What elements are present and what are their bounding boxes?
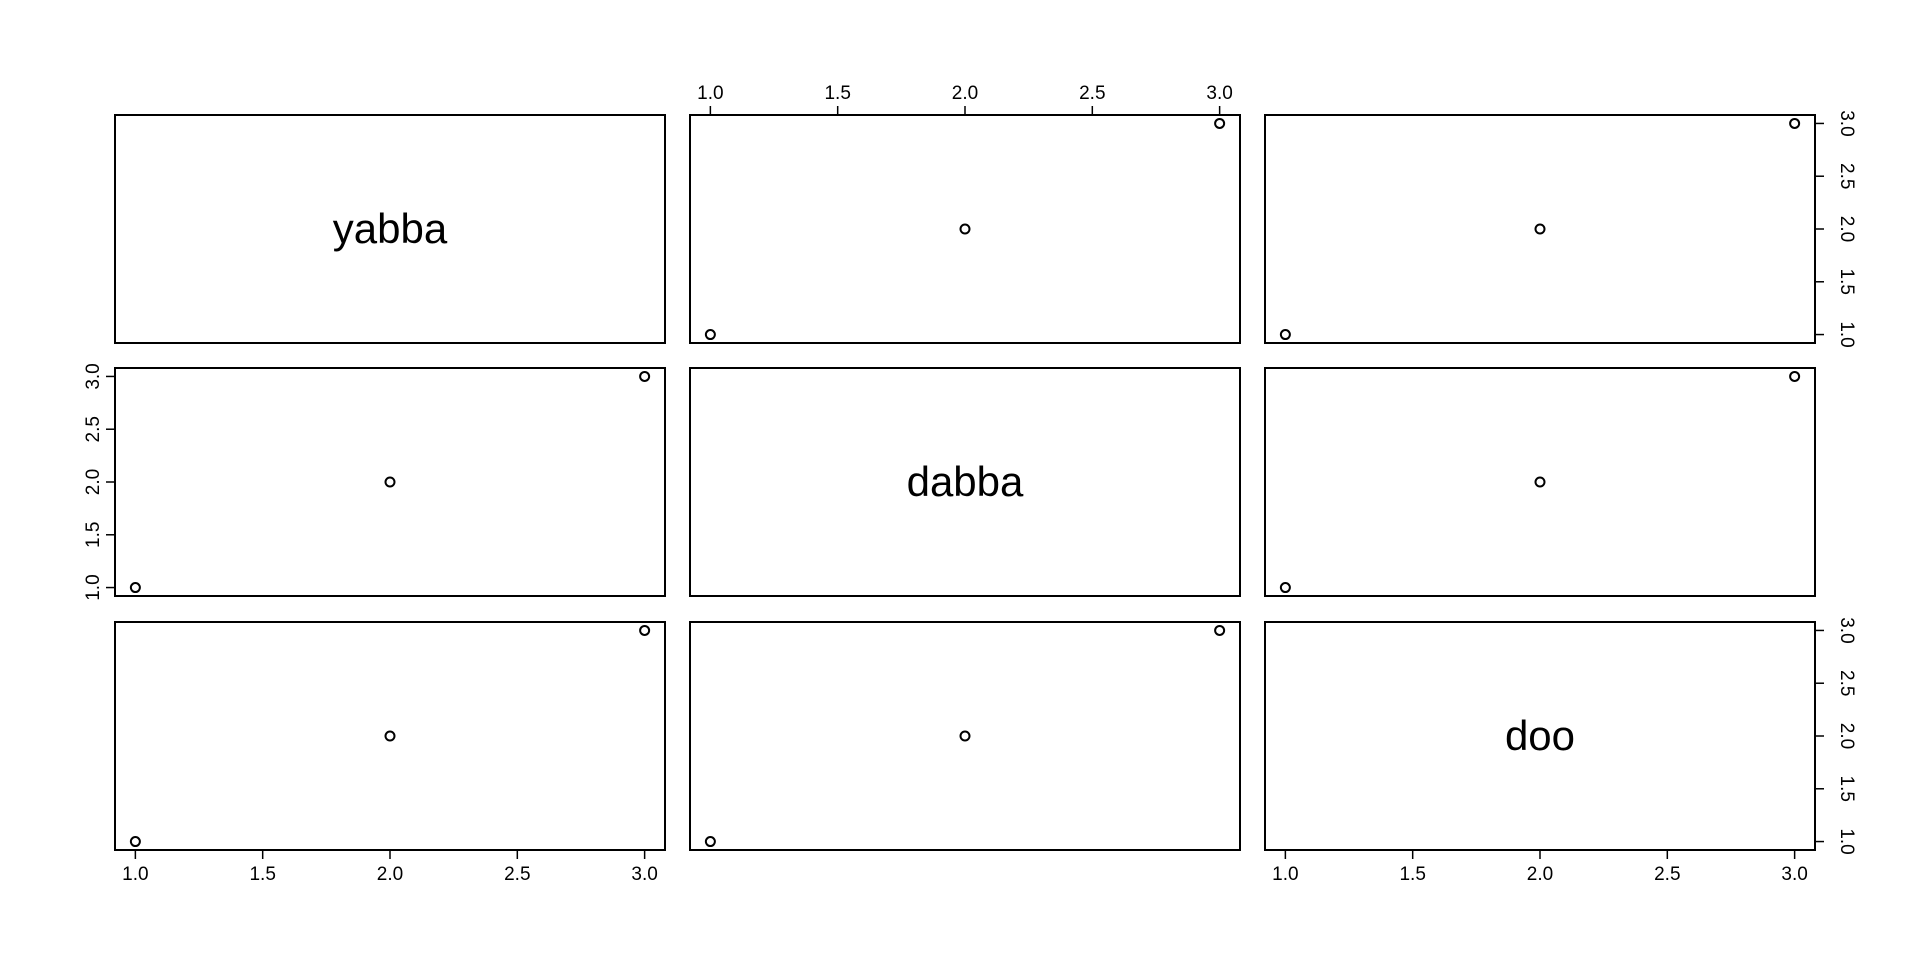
right-tick-label-row1: 2.0: [1836, 215, 1857, 243]
top-tick-label-col2: 2.0: [951, 83, 979, 104]
left-tick-label-row2: 2.5: [83, 416, 104, 443]
variable-label-yabba: yabba: [332, 205, 448, 252]
point-dabba-vs-doo-2: [961, 732, 970, 741]
point-dabba-vs-yabba-3: [1215, 119, 1224, 128]
variable-label-dabba: dabba: [906, 458, 1024, 505]
bottom-tick-label-col3: 3.0: [1781, 864, 1808, 885]
variable-label-doo: doo: [1504, 712, 1576, 759]
top-tick-label-col2: 1.0: [697, 83, 724, 104]
point-doo-vs-dabba-2: [1536, 478, 1545, 487]
right-tick-label-row1: 2.5: [1836, 163, 1857, 190]
point-dabba-vs-yabba-1: [706, 330, 715, 339]
bottom-tick-label-col1: 1.0: [122, 864, 149, 885]
right-tick-label-row1: 3.0: [1836, 110, 1857, 137]
bottom-tick-label-col3: 1.5: [1399, 864, 1426, 885]
bottom-tick-label-col1: 3.0: [631, 864, 658, 885]
point-doo-vs-yabba-3: [1790, 119, 1799, 128]
right-tick-label-row3: 1.5: [1836, 775, 1857, 802]
panel-dabba-yabba: [115, 368, 665, 596]
left-tick-label-row2: 1.5: [83, 521, 104, 548]
panel-yabba-dabba: [690, 115, 1240, 343]
point-yabba-vs-dabba-1: [131, 583, 140, 592]
point-doo-vs-dabba-1: [1281, 583, 1290, 592]
bottom-tick-label-col1: 2.0: [376, 864, 404, 885]
point-yabba-vs-doo-2: [386, 732, 395, 741]
left-tick-label-row2: 2.0: [83, 468, 104, 496]
panel-doo-dabba: [690, 622, 1240, 850]
right-tick-label-row1: 1.5: [1836, 268, 1857, 295]
point-dabba-vs-doo-3: [1215, 626, 1224, 635]
left-tick-label-row2: 3.0: [83, 363, 104, 390]
panel-dabba-doo: [1265, 368, 1815, 596]
right-tick-label-row3: 3.0: [1836, 617, 1857, 644]
panel-doo-yabba: [115, 622, 665, 850]
point-dabba-vs-doo-1: [706, 837, 715, 846]
variable-labels: [333, 205, 1575, 759]
right-tick-label-row3: 1.0: [1836, 828, 1857, 855]
right-tick-label-row1: 1.0: [1836, 321, 1857, 348]
left-tick-label-row2: 1.0: [83, 574, 104, 601]
point-yabba-vs-dabba-3: [640, 372, 649, 381]
top-tick-label-col2: 3.0: [1206, 83, 1233, 104]
right-tick-label-row3: 2.5: [1836, 670, 1857, 697]
bottom-tick-label-col3: 1.0: [1272, 864, 1299, 885]
point-dabba-vs-yabba-2: [961, 225, 970, 234]
bottom-tick-label-col1: 1.5: [249, 864, 276, 885]
top-tick-label-col2: 1.5: [824, 83, 851, 104]
point-doo-vs-dabba-3: [1790, 372, 1799, 381]
bottom-tick-label-col3: 2.0: [1526, 864, 1554, 885]
point-doo-vs-yabba-2: [1536, 225, 1545, 234]
point-doo-vs-yabba-1: [1281, 330, 1290, 339]
panel-yabba-doo: [1265, 115, 1815, 343]
point-yabba-vs-doo-3: [640, 626, 649, 635]
point-yabba-vs-dabba-2: [386, 478, 395, 487]
bottom-tick-label-col1: 2.5: [504, 864, 531, 885]
right-tick-label-row3: 2.0: [1836, 722, 1857, 750]
top-tick-label-col2: 2.5: [1079, 83, 1106, 104]
point-yabba-vs-doo-1: [131, 837, 140, 846]
bottom-tick-label-col3: 2.5: [1654, 864, 1681, 885]
